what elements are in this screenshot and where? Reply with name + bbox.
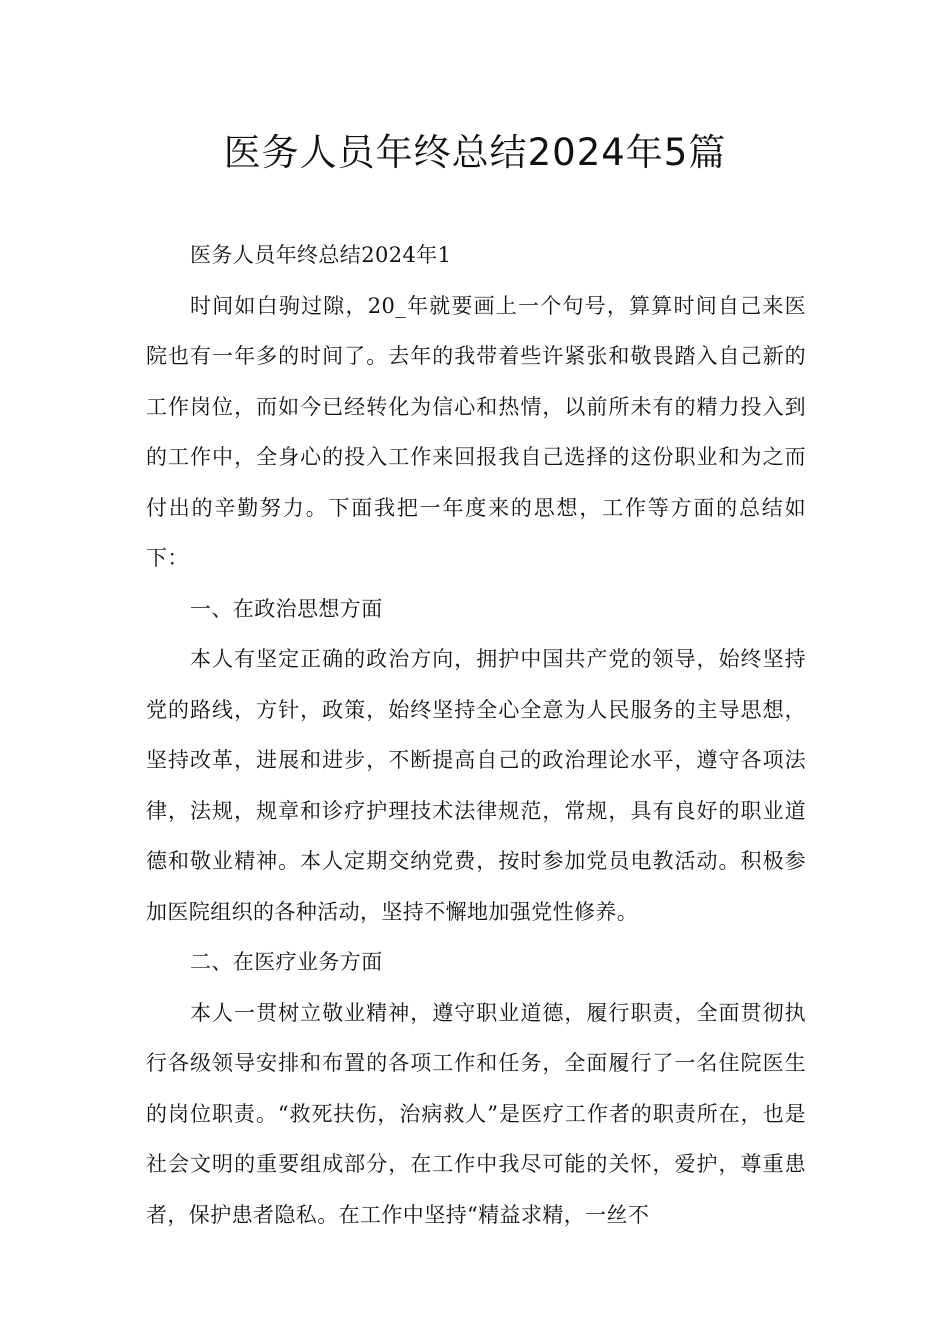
intro-paragraph: 时间如白驹过隙，20_年就要画上一个句号，算算时间自己来医院也有一年多的时间了。去年的我带着些许紧张和敬畏踏入自己新的工作岗位，而如今已经转化为信心和热情，以前所未有的精力投入到的工作中，全身心的投入工作来回报我自己选择的这份职业和为之而付出的辛勤努力。下面我把一年度来的思想，工作等方面的总结如下： [146, 293, 806, 570]
document-title: 医务人员年终总结2024年5篇 [223, 131, 727, 174]
section-body-political: 本人有坚定正确的政治方向，拥护中国共产党的领导，始终坚持党的路线，方针，政策，始终坚持全心全意为人民服务的主导思想，坚持改革，进展和进步，不断提高自己的政治理论水平，遵守各项法律，法规，规章和诊疗护理技术法律规范，常规，具有良好的职业道德和敬业精神。本人定期交纳党费，按时参加党员电教活动。积极参加医院组织的各种活动，坚持不懈地加强党性修养。 [146, 647, 806, 924]
document-subtitle: 医务人员年终总结2024年1 [190, 243, 452, 267]
section-body-medical: 本人一贯树立敬业精神，遵守职业道德，履行职责，全面贯彻执行各级领导安排和布置的各项工作和任务，全面履行了一名住院医生的岗位职责。“救死扶伤，治病救人”是医疗工作者的职责所在，也是社会文明的重要组成部分，在工作中我尽可能的关怀，爱护，尊重患者，保护患者隐私。在工作中坚持“精益求精，一丝不 [146, 1000, 806, 1227]
document-body [146, 230, 806, 1240]
section-heading-medical: 二、在医疗业务方面 [190, 950, 383, 974]
section-heading-political: 一、在政治思想方面 [190, 596, 383, 621]
